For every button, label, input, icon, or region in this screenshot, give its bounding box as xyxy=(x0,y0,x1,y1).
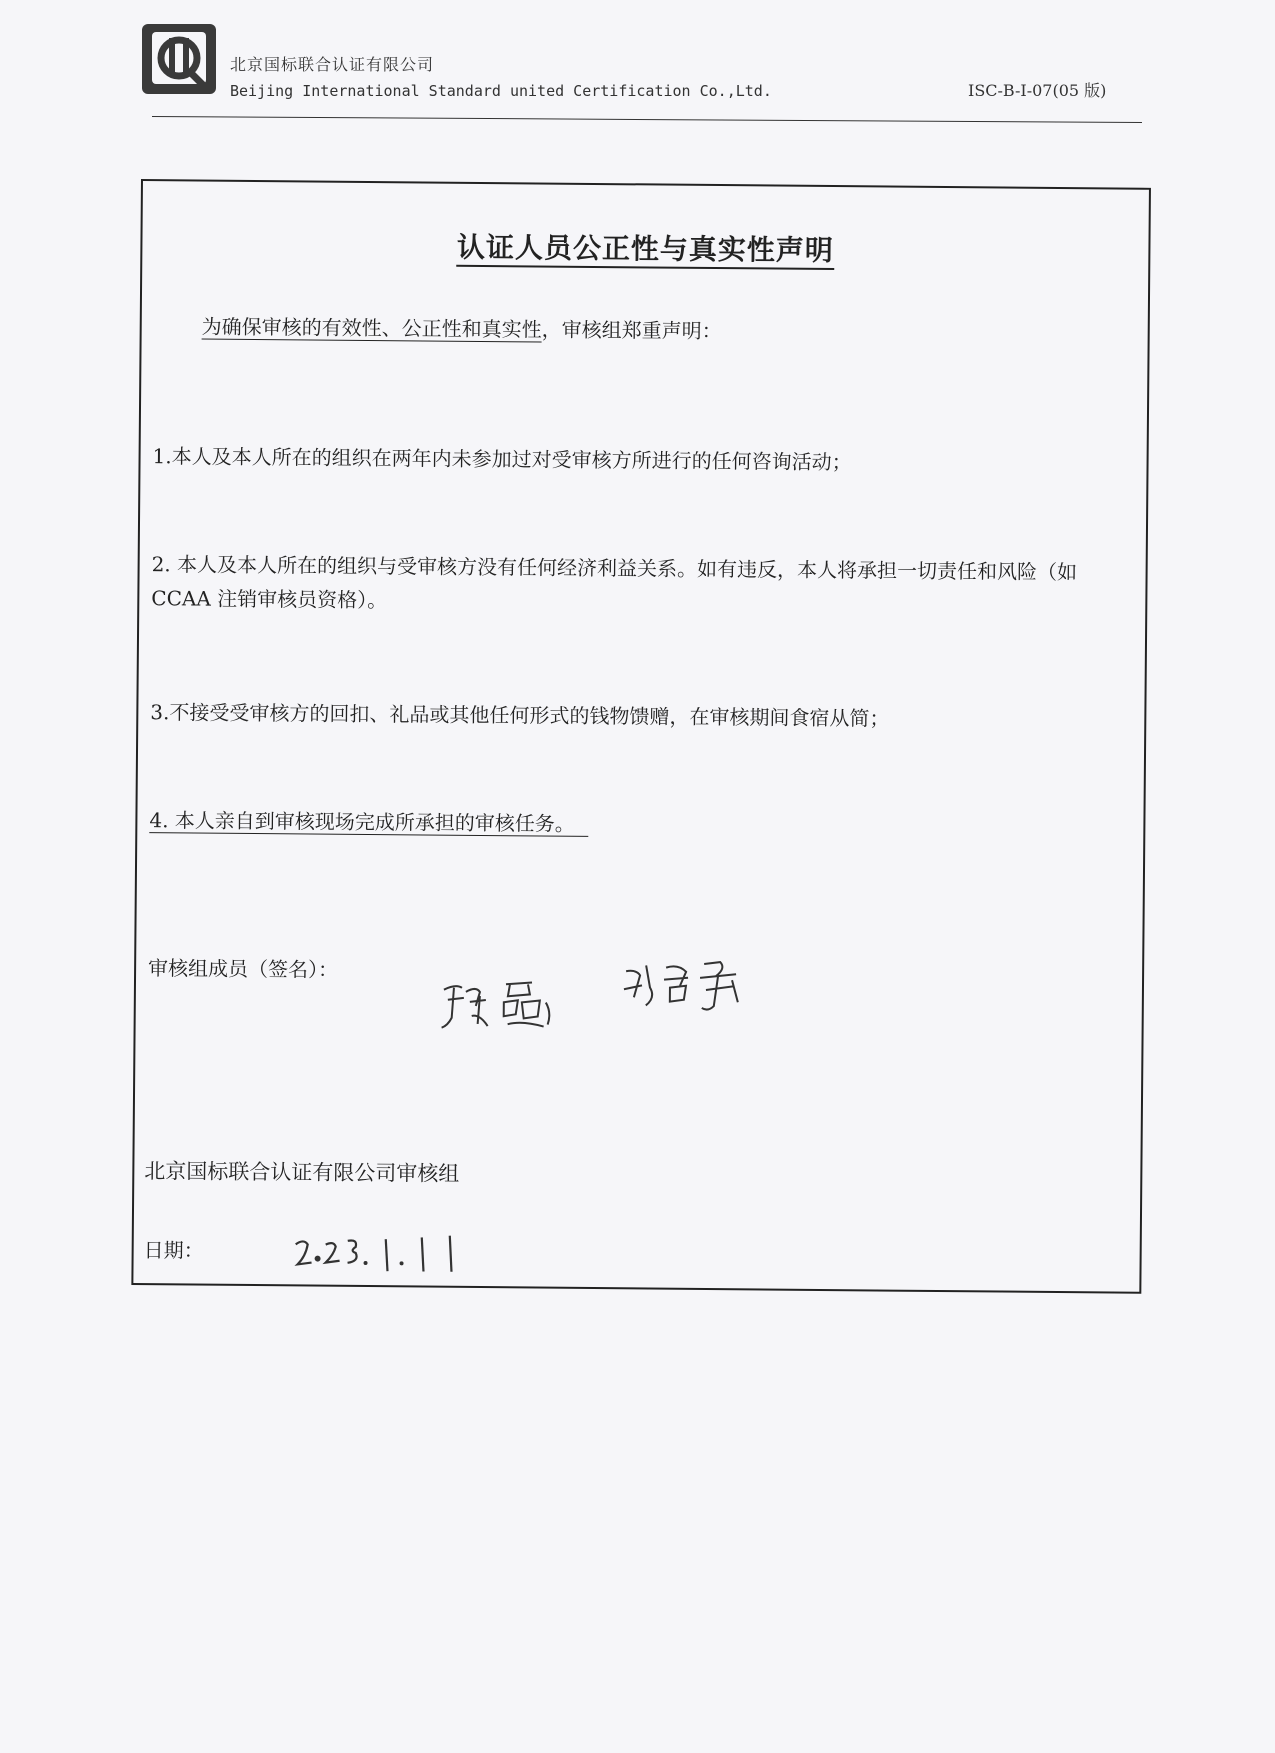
form-title xyxy=(142,223,1148,272)
declaration-item-4 xyxy=(149,803,1129,846)
intro-underlined-text: 为确保审核的有效性、公正性和真实性 xyxy=(201,314,542,342)
date-label: 日期： xyxy=(143,1238,204,1263)
isc-logo-icon xyxy=(140,22,218,96)
members-signature-label: 审核组成员（签名）： xyxy=(148,956,339,982)
handwritten-date-image xyxy=(293,1230,483,1282)
declaration-form-content xyxy=(133,181,1149,1292)
audit-team-org-name: 北京国标联合认证有限公司审核组 xyxy=(144,1159,460,1186)
intro-paragraph xyxy=(202,310,1102,352)
handwritten-signature-1 xyxy=(435,962,566,1043)
signature-member-2 xyxy=(616,945,757,1026)
declaration-item-4-text: 4. 本人亲自到审核现场完成所承担的审核任务。 xyxy=(149,808,589,837)
declaration-form-frame xyxy=(131,179,1151,1294)
company-name-en: Beijing International Standard united Certification Co.,Ltd. xyxy=(230,82,772,100)
document-code: ISC-B-I-07(05 版) xyxy=(968,81,1107,100)
handwritten-date xyxy=(293,1230,483,1282)
header-divider xyxy=(152,116,1142,123)
signature-member-1 xyxy=(435,962,566,1043)
declaration-item-1: 1.本人及本人所在的组织在两年内未参加过对受审核方所进行的任何咨询活动； xyxy=(152,444,852,475)
form-title-text: 认证人员公正性与真实性声明 xyxy=(457,231,834,270)
company-name-cn: 北京国标联合认证有限公司 xyxy=(230,55,435,74)
declaration-item-2: 2. 本人及本人所在的组织与受审核方没有任何经济利益关系。如有违反，本人将承担一切责任和风险（如 CCAA 注销审核员资格）。 xyxy=(151,552,1078,613)
intro-rest-text: ，审核组郑重声明： xyxy=(541,317,722,344)
handwritten-signature-2 xyxy=(616,945,757,1026)
company-logo xyxy=(140,22,218,96)
declaration-item-3: 3.不接受受审核方的回扣、礼品或其他任何形式的钱物馈赠，在审核期间食宿从简； xyxy=(150,700,890,731)
